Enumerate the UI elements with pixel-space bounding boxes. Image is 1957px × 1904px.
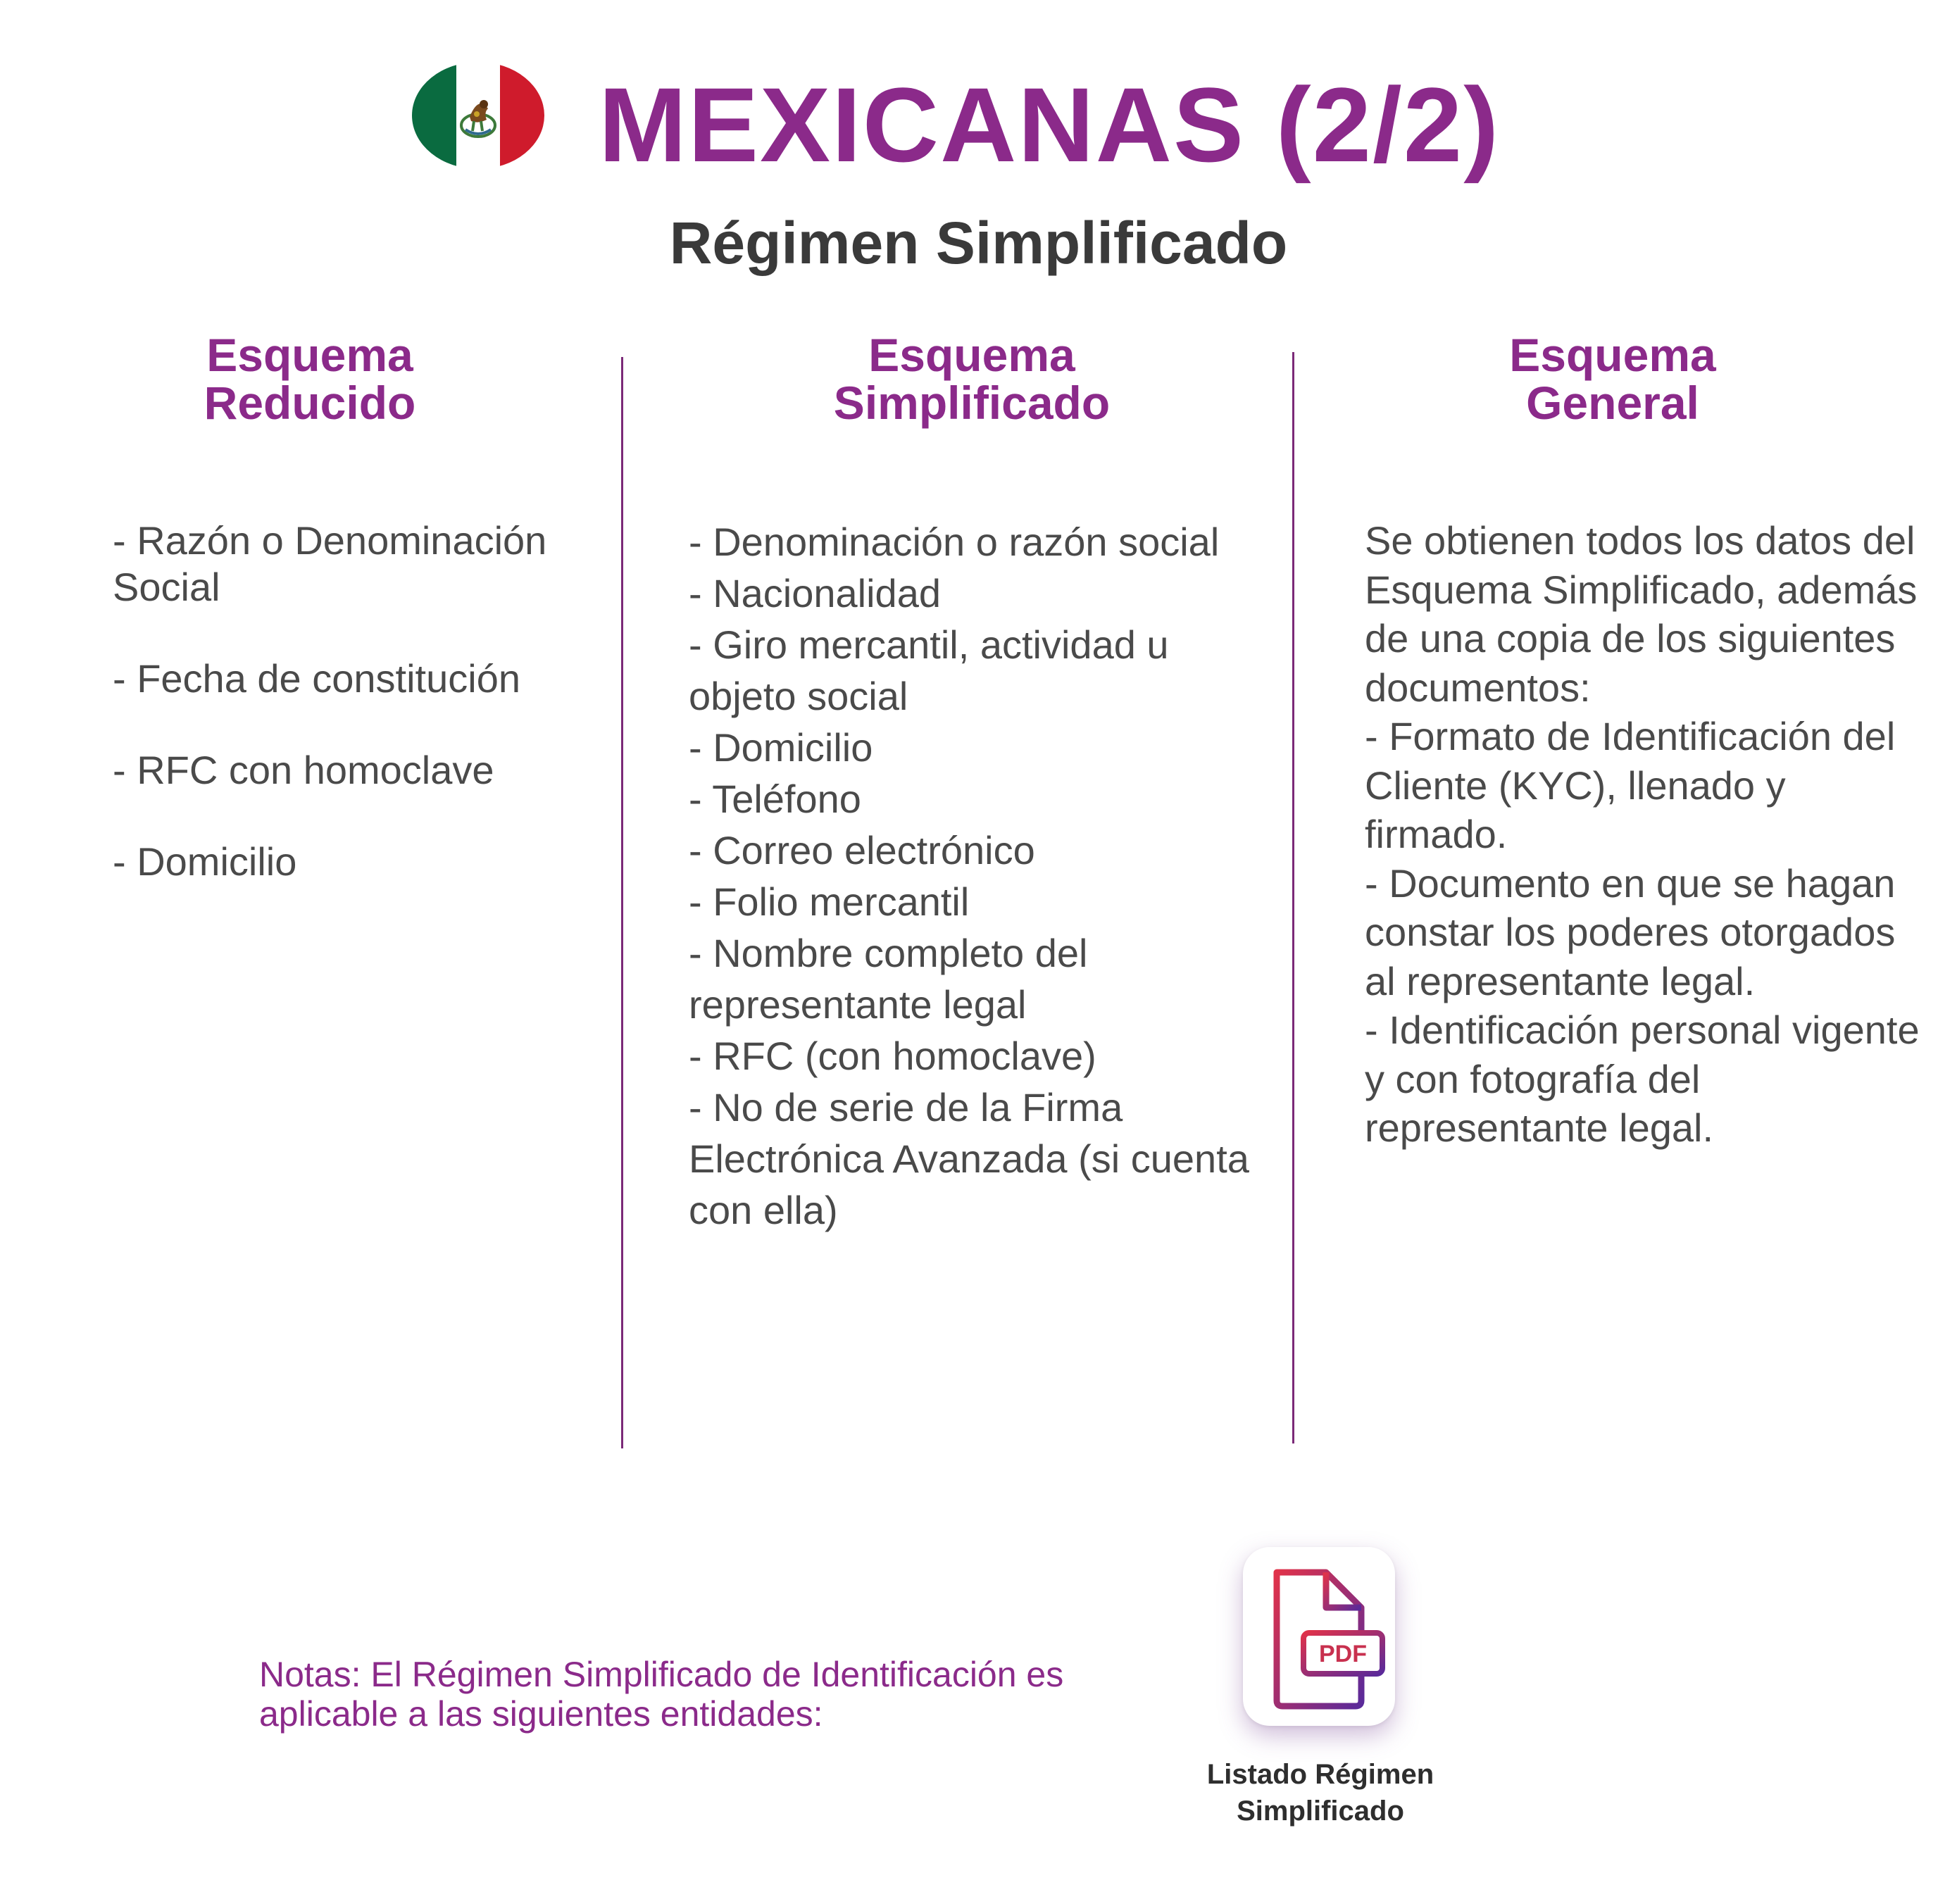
list-item: - No de serie de la Firma Electrónica Avanzada (si cuenta con ella) bbox=[689, 1085, 1249, 1232]
list-item: - Formato de Identificación del Cliente (KYC), llenado y firmado. bbox=[1365, 714, 1896, 856]
general-requirements-list bbox=[1365, 516, 1928, 1153]
pdf-download-button[interactable] bbox=[1243, 1547, 1395, 1726]
heading-line: Simplificado bbox=[833, 377, 1111, 429]
list-item: - Correo electrónico bbox=[689, 828, 1035, 872]
list-item: - Domicilio bbox=[689, 725, 873, 770]
list-item: Se obtienen todos los datos del Esquema Simplificado, además de una copia de los siguientes documentos: bbox=[1365, 518, 1918, 710]
coat-of-arms-icon bbox=[456, 89, 501, 142]
heading-line: Esquema bbox=[1509, 329, 1716, 381]
page-subtitle: Régimen Simplificado bbox=[669, 210, 1288, 276]
list-item: - Denominación o razón social bbox=[689, 520, 1220, 564]
column-heading-simplificado bbox=[761, 331, 1183, 437]
mexico-flag-icon bbox=[412, 62, 544, 169]
list-item: - RFC (con homoclave) bbox=[689, 1034, 1096, 1078]
column-divider bbox=[621, 357, 623, 1448]
list-item: - Nombre completo del representante legal bbox=[689, 931, 1088, 1027]
caption-line: Listado Régimen bbox=[1206, 1759, 1434, 1790]
list-item: - Giro mercantil, actividad u objeto social bbox=[689, 622, 1169, 718]
list-item: - Razón o Denominación Social bbox=[113, 518, 547, 609]
heading-line: Esquema bbox=[868, 329, 1075, 381]
notes-text: Notas: El Régimen Simplificado de Identificación es aplicable a las siguientes entidades: bbox=[259, 1655, 1064, 1734]
pdf-download-caption[interactable] bbox=[1155, 1756, 1486, 1829]
heading-line: Esquema bbox=[206, 329, 413, 381]
heading-line: General bbox=[1526, 377, 1699, 429]
caption-line: Simplificado bbox=[1237, 1796, 1404, 1827]
column-heading-general bbox=[1430, 331, 1796, 437]
pdf-file-icon bbox=[1243, 1547, 1395, 1726]
list-item: - Fecha de constitución bbox=[113, 656, 520, 701]
simplificado-requirements-list bbox=[689, 516, 1266, 1236]
list-item: - RFC con homoclave bbox=[113, 748, 494, 792]
reducido-requirements-list bbox=[113, 518, 599, 930]
list-item: - Folio mercantil bbox=[689, 879, 970, 924]
page-title: MEXICANAS (2/2) bbox=[599, 65, 1501, 184]
column-heading-reducido bbox=[134, 331, 486, 437]
list-item: - Domicilio bbox=[113, 839, 297, 884]
list-item: - Documento en que se hagan constar los poderes otorgados al representante legal. bbox=[1365, 860, 1896, 1003]
list-item: - Teléfono bbox=[689, 777, 861, 821]
list-item: - Identificación personal vigente y con fotografía del representante legal. bbox=[1365, 1008, 1920, 1150]
column-divider bbox=[1292, 352, 1294, 1443]
pdf-badge-label: PDF bbox=[1319, 1641, 1367, 1667]
list-item: - Nacionalidad bbox=[689, 571, 941, 615]
heading-line: Reducido bbox=[204, 377, 416, 429]
